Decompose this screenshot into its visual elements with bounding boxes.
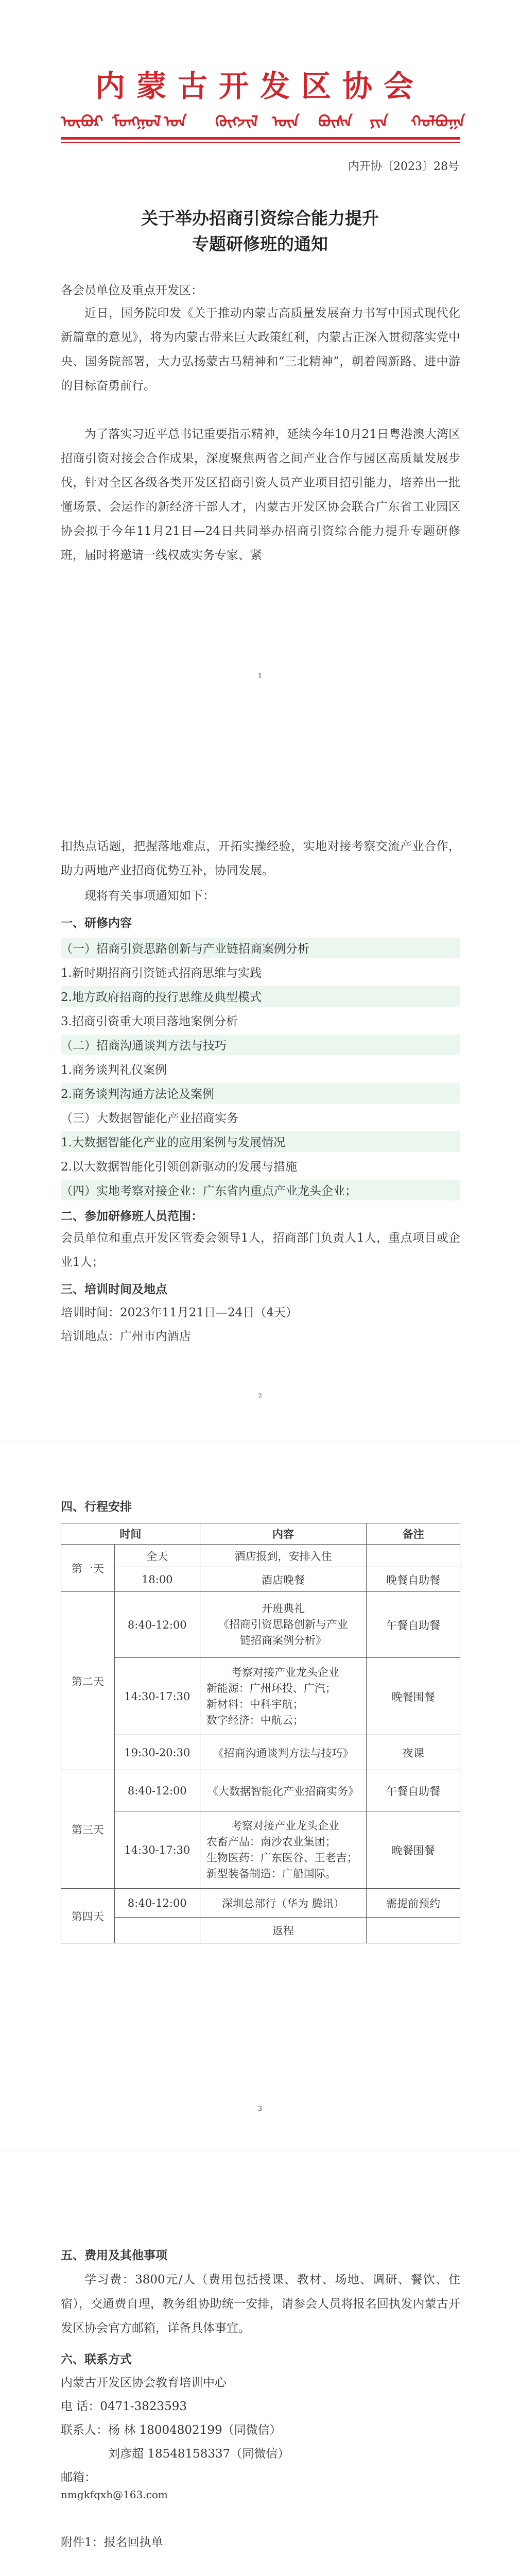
salutation: 各会员单位及重点开发区： [61,284,203,297]
day-label: 第四天 [61,1889,115,1943]
title-line-2: 专题研修班的通知 [192,234,328,254]
paragraph-purpose: 为了落实习近平总书记重要指示精神，延续今年10月21日粤港澳大湾区招商引资对接会合作成果，深度聚焦两省之间产业合作与园区高质量发展步伐，针对全区各级各类开发区招商引资人员产业项目招引能力，培养出一批懂场景、会运作的新经济干部人才，内蒙古开发区协会联合广东省工业园区协会拟于今年11月21日—24日共同举办招商引资综合能力提升专题研修班，届时将邀请一线权威实务专家、紧 [61,428,460,562]
contact-person-1: 联系人：杨 林 18004802199（同微信） [61,2424,282,2437]
note-cell [367,1918,460,1943]
content-line: 链招商案例分析》 [239,1634,326,1647]
table-row [61,1811,460,1889]
page-number: 3 [257,2105,263,2113]
day-label: 第三天 [61,1770,115,1889]
mongolian-word: ᠦᠪᠦᠷ [61,113,103,131]
content-item: 1.新时期招商引资链式招商思维与实践 [61,967,262,980]
content-line: 新能源：广州环投、广汽； [206,1682,336,1694]
note-cell: 夜课 [367,1735,460,1770]
content-cell: 深圳总部行（华为 腾讯） [200,1889,367,1918]
section-5-title: 五、费用及其他事项 [61,2248,167,2262]
table-row [61,1918,460,1943]
mongolian-word: ᠦᠨ [272,113,300,131]
section-6-title: 六、联系方式 [61,2352,132,2366]
table-row [61,1889,460,1918]
org-name-mongolian [61,104,465,131]
content-cell: 《大数据智能化产业招商实务》 [200,1770,367,1811]
note-cell [367,1545,460,1567]
notice-intro: 现将有关事项通知如下： [84,889,215,903]
content-item: 2.以大数据智能化引领创新驱动的发展与措施 [61,1160,297,1174]
time-cell: 8:40-12:00 [114,1592,200,1658]
content-line: 数字经济：中航云； [206,1714,304,1726]
contact-email-label: 邮箱： [61,2471,96,2484]
table-row [61,1770,460,1811]
table-row [61,1735,460,1770]
content-line: 新材料：中科宇航； [206,1698,304,1710]
page-number: 1 [257,672,263,680]
day-label: 第一天 [61,1545,115,1592]
content-line: 《招商引资思路创新与产业 [218,1618,348,1631]
table-header-row [61,1523,460,1545]
contact-phone: 电 话：0471-3823593 [61,2400,187,2413]
title-line-1: 关于举办招商引资综合能力提升 [141,208,379,228]
org-name-header: 内蒙古开发区协会 [95,69,425,104]
time-cell [114,1918,200,1943]
content-item: （一）招商引资思路创新与产业链招商案例分析 [61,942,309,956]
content-cell [200,1658,367,1735]
mongolian-word: ᠬᠣᠯᠪᠣᠭᠠ [411,113,465,131]
content-line: 生物医药：广东医谷、王老吉； [206,1851,358,1864]
content-cell: 返程 [200,1918,367,1943]
header-note: 备注 [367,1523,460,1545]
note-cell: 晚餐自助餐 [367,1567,460,1592]
section-5-text: 学习费：3800元/人（费用包括授课、教材、场地、调研、餐饮、住宿），交通费自理，教务组协助统一安排，请参会人员将报名回执发内蒙古开发区协会官方邮箱，详备具体事宜。 [61,2273,460,2335]
content-cell [200,1592,367,1658]
content-item: 3.招商引资重大项目落地案例分析 [61,1015,238,1028]
time-cell: 8:40-12:00 [114,1889,200,1918]
content-item: （二）招商沟通谈判方法与技巧 [61,1039,227,1053]
page-4 [0,2151,520,2576]
header-time: 时间 [61,1523,200,1545]
training-time: 培训时间：2023年11月21日—24日（4天） [61,1306,298,1319]
time-cell: 19:30-20:30 [114,1735,200,1770]
section-3-title: 三、培训时间及地点 [61,1282,167,1296]
table-row [61,1592,460,1658]
content-cell: 《招商沟通谈判方法与技巧》 [200,1735,367,1770]
content-cell: 酒店报到，安排入住 [200,1545,367,1567]
table-row [61,1658,460,1735]
content-item: （四）实地考察对接企业：广东省内重点产业龙头企业； [61,1184,357,1198]
schedule-table [61,1523,460,1943]
table-row [61,1545,460,1567]
time-cell: 14:30-17:30 [114,1658,200,1735]
mongolian-word: ᠪᠦᠰᠡ [318,113,353,131]
section-2-text: 会员单位和重点开发区管委会领导1人，招商部门负责人1人，重点项目或企业1人； [61,1231,460,1269]
paragraph-continued: 扣热点话题，把握落地难点，开拓实操经验，实地对接考察交流产业合作，助力两地产业招商优势互补，协同发展。 [61,840,460,877]
content-line: 考察对接产业龙头企业 [231,1819,339,1832]
content-item: 2.地方政府招商的投行思维及典型模式 [61,991,262,1004]
header-content: 内容 [200,1523,367,1545]
mongolian-word: ᠶᠢᠨ [370,113,389,131]
header-divider-thick [61,137,460,140]
table-row [61,1567,460,1592]
content-line: 考察对接产业龙头企业 [231,1666,339,1679]
content-item: 2.商务谈判沟通方法论及案例 [61,1088,214,1101]
content-item: 1.大数据智能化产业的应用案例与发展情况 [61,1136,285,1149]
time-cell: 8:40-12:00 [114,1770,200,1811]
note-cell: 晚餐围餐 [367,1811,460,1889]
mongolian-word: ᠬᠥᠭᠵᠢᠯ [215,113,258,131]
document-number: 内开协〔2023〕28号 [348,160,459,173]
section-2-title: 二、参加研修班人员范围： [61,1209,203,1223]
content-cell [200,1811,367,1889]
note-cell: 晚餐围餐 [367,1658,460,1735]
mongolian-word: ᠮᠣᠩᠭᠣᠯ [112,113,161,131]
content-item: 1.商务谈判礼仪案例 [61,1063,167,1077]
contact-person-2: 刘彦超 18548158337（同微信） [108,2447,290,2461]
training-place: 培训地点：广州市内酒店 [61,1330,191,1343]
page-1 [0,0,520,720]
note-cell: 午餐自助餐 [367,1592,460,1658]
note-cell: 午餐自助餐 [367,1770,460,1811]
time-cell: 14:30-17:30 [114,1811,200,1889]
contact-organization: 内蒙古开发区协会教育培训中心 [61,2376,227,2389]
content-line: 农畜产品：南沙农业集团； [206,1835,336,1848]
time-cell: 全天 [114,1545,200,1567]
content-item: （三）大数据智能化产业招商实务 [61,1112,238,1125]
paragraph-intro: 近日，国务院印发《关于推动内蒙古高质量发展奋力书写中国式现代化新篇章的意见》，将为内蒙古带来巨大政策红利，内蒙古正深入贯彻落实党中央、国务院部署，大力弘扬蒙古马精神和“三北精神”，朝着闯新路、进中游的目标奋勇前行。 [61,307,460,393]
section-4-title: 四、行程安排 [61,1500,132,1514]
content-cell: 酒店晚餐 [200,1567,367,1592]
page-number: 2 [257,1393,263,1400]
section-1-title: 一、研修内容 [61,916,132,930]
page-2 [0,720,520,1440]
day-label: 第二天 [61,1592,115,1770]
time-cell: 18:00 [114,1567,200,1592]
content-line: 开班典礼 [261,1602,305,1615]
mongolian-word: ᠤᠨ [164,113,187,131]
note-cell: 需提前预约 [367,1889,460,1918]
attachment-note: 附件1：报名回执单 [61,2536,163,2549]
contact-email[interactable]: nmgkfqxh@163.com [61,2488,168,2501]
page-3 [0,1440,520,2151]
header-divider-thin [61,142,460,143]
content-line: 新型装备制造：广船国际。 [206,1867,336,1880]
